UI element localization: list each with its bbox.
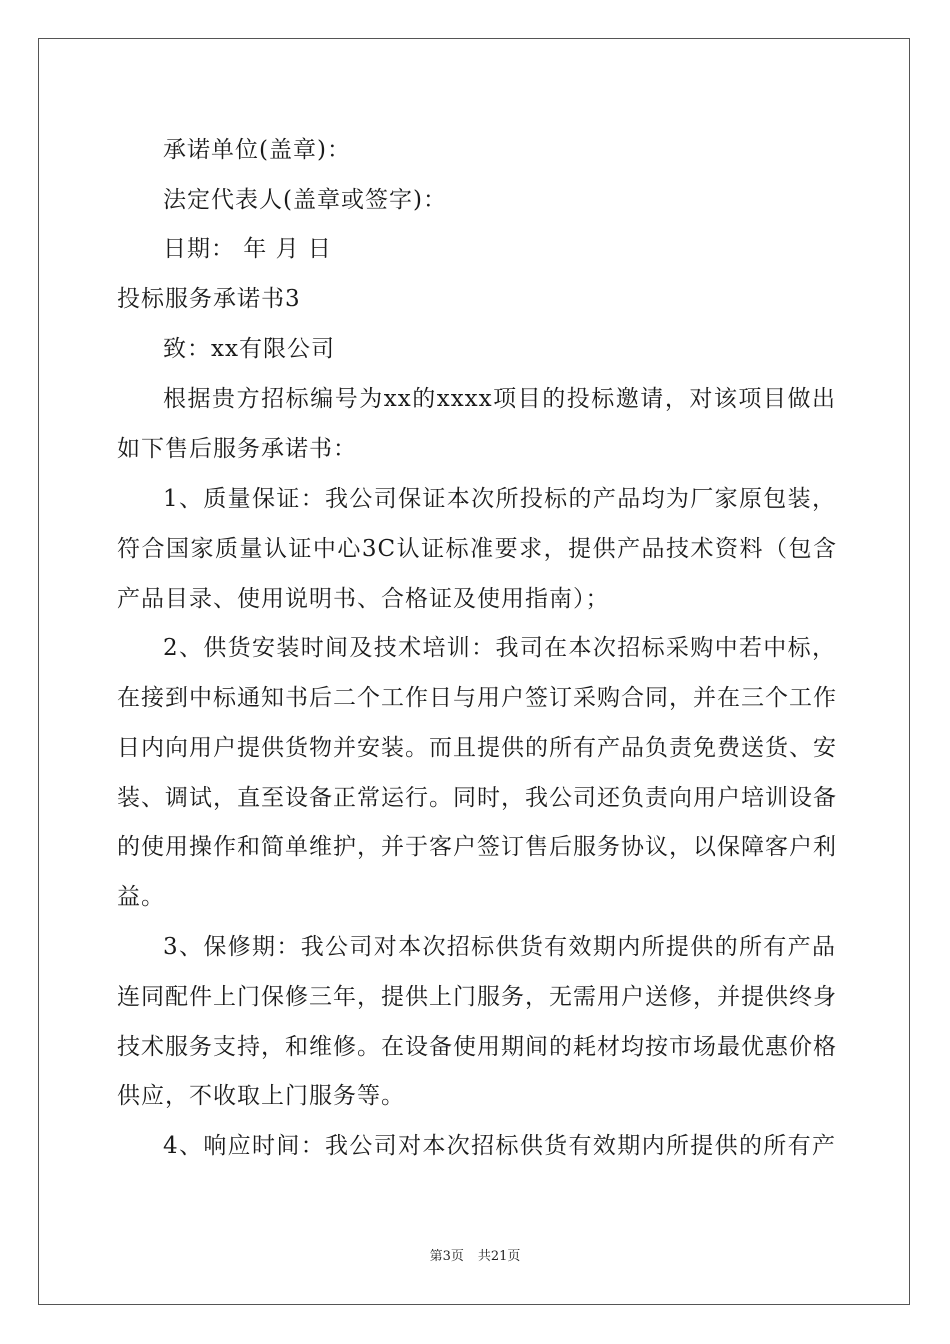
item2-paragraph-line: 益。 bbox=[117, 884, 165, 910]
intro-paragraph-line: 根据贵方招标编号为xx的xxxx项目的投标邀请，对该项目做出 bbox=[163, 386, 836, 412]
item3-paragraph-line: 技术服务支持，和维修。在设备使用期间的耗材均按市场最优惠价格 bbox=[117, 1034, 837, 1060]
item3-paragraph-line: 连同配件上门保修三年，提供上门服务，无需用户送修，并提供终身 bbox=[117, 984, 837, 1010]
page-total: 共21页 bbox=[477, 1249, 521, 1264]
item1-paragraph-line: 符合国家质量认证中心3C认证标准要求，提供产品技术资料（包含 bbox=[117, 536, 837, 562]
intro-paragraph-line: 如下售后服务承诺书： bbox=[117, 436, 357, 462]
item4-paragraph-line: 4、响应时间：我公司对本次招标供货有效期内所提供的所有产 bbox=[163, 1133, 836, 1159]
item2-paragraph-line: 装、调试，直至设备正常运行。同时，我公司还负责向用户培训设备 bbox=[117, 785, 837, 811]
legal-rep-line: 法定代表人(盖章或签字)： bbox=[163, 187, 447, 213]
item3-paragraph-line: 供应，不收取上门服务等。 bbox=[117, 1083, 405, 1109]
item2-paragraph-line: 日内向用户提供货物并安装。而且提供的所有产品负责免费送货、安 bbox=[117, 735, 837, 761]
section-title: 投标服务承诺书3 bbox=[117, 286, 301, 312]
stamp-unit-line: 承诺单位(盖章)： bbox=[163, 137, 351, 163]
page-border bbox=[38, 38, 910, 1305]
item2-paragraph-line: 在接到中标通知书后二个工作日与用户签订采购合同，并在三个工作 bbox=[117, 685, 837, 711]
date-line: 日期： 年 月 日 bbox=[163, 236, 332, 262]
item2-paragraph-line: 2、供货安装时间及技术培训：我司在本次招标采购中若中标， bbox=[163, 635, 836, 661]
item3-paragraph-line: 3、保修期：我公司对本次招标供货有效期内所提供的所有产品 bbox=[163, 934, 836, 960]
item1-paragraph-line: 产品目录、使用说明书、合格证及使用指南）； bbox=[117, 586, 610, 612]
item2-paragraph-line: 的使用操作和简单维护，并于客户签订售后服务协议，以保障客户利 bbox=[117, 834, 837, 860]
page-number: 第3页 bbox=[429, 1249, 464, 1264]
page-footer bbox=[0, 1248, 950, 1266]
item1-paragraph-line: 1、质量保证：我公司保证本次所投标的产品均为厂家原包装， bbox=[163, 486, 836, 512]
addressee-line: 致：xx有限公司 bbox=[163, 336, 335, 362]
